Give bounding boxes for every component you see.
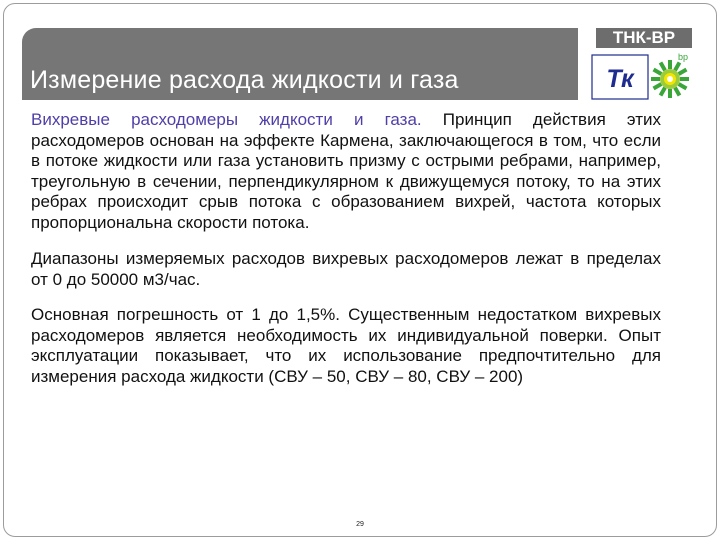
page-number: 29 <box>356 521 364 528</box>
paragraph-lead: Вихревые расходомеры жидкости и газа. <box>31 110 422 129</box>
tnk-bp-logo-icon <box>590 50 696 102</box>
bp-helios-icon <box>651 60 689 98</box>
paragraph-accuracy: Основная погрешность от 1 до 1,5%. Существенным недостатком вихревых расходомеров является необходимость их индивидуальной поверки. Опыт эксплуатации показывает, что их использование предпочтительно для измерения расхода жидкости (СВУ – 50, СВУ – 80, СВУ – 200) <box>31 305 661 386</box>
slide-title: Измерение расхода жидкости и газа <box>30 66 459 94</box>
tnk-mark-text: Тк <box>606 65 634 93</box>
paragraph-text: Принцип действия этих расходомеров основан на эффекте Кармена, заключающегося в том, что если в потоке жидкости или газа установить призму с острыми ребрами, например, треугольную в сечении, перпендикулярном к движущемуся потоку, то на этих ребрах происходит срыв потока с образованием вихрей, частота которых пропорциональна скорости потока. <box>31 110 661 232</box>
paragraph-vortex-principle <box>31 110 661 233</box>
paragraph-flow-ranges: Диапазоны измеряемых расходов вихревых расходомеров лежат в пределах от 0 до 50000 м3/час. <box>31 249 661 289</box>
slide-body <box>31 110 661 387</box>
logo-wordmark: ТНК-ВР <box>596 28 692 48</box>
bp-mark-text: bp <box>678 52 689 62</box>
